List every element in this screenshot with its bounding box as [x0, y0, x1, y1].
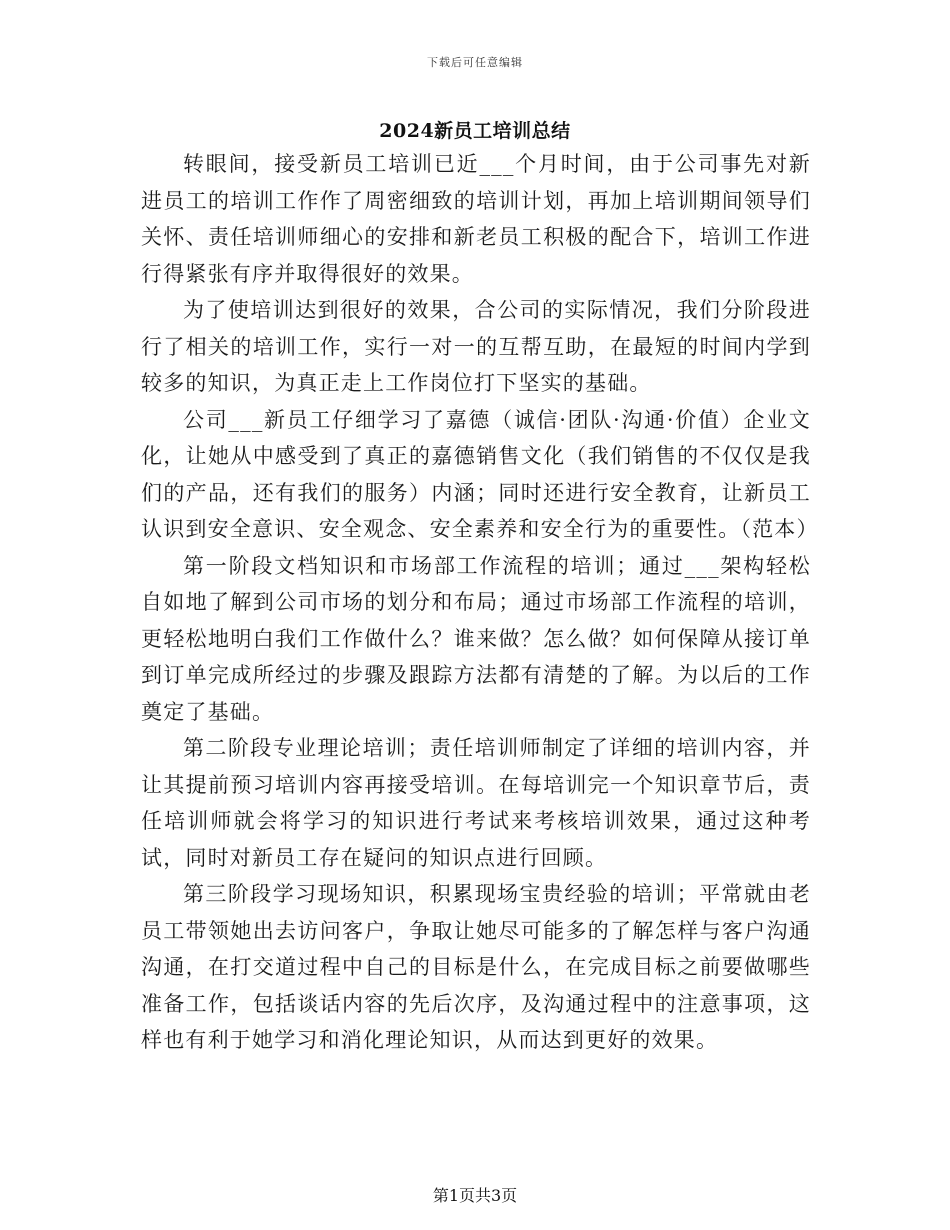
paragraph-stage-two: 第二阶段专业理论培训；责任培训师制定了详细的培训内容，并让其提前预习培训内容再接受培训。在每培训完一个知识章节后，责任培训师就会将学习的知识进行考试来考核培训效果，通过这种考试，同时对新员工存在疑问的知识点进行回顾。	[141, 736, 811, 870]
document-title: 2024新员工培训总结	[379, 120, 571, 142]
document-body	[141, 146, 819, 1059]
page-number-footer: 第1页共3页	[432, 1186, 518, 1205]
header-note: 下载后可任意编辑	[427, 56, 523, 69]
paragraph-intro: 转眼间，接受新员工培训已近___个月时间，由于公司事先对新进员工的培训工作作了周密细致的培训计划，再加上培训期间领导们关怀、责任培训师细心的安排和新老员工积极的配合下，培训工作进行得紧张有序并取得很好的效果。	[141, 152, 811, 286]
paragraph-stage-one: 第一阶段文档知识和市场部工作流程的培训；通过___架构轻松自如地了解到公司市场的划分和布局；通过市场部工作流程的培训，更轻松地明白我们工作做什么？谁来做？怎么做？如何保障从接订单到订单完成所经过的步骤及跟踪方法都有清楚的了解。为以后的工作奠定了基础。	[141, 553, 811, 724]
paragraph-approach: 为了使培训达到很好的效果，合公司的实际情况，我们分阶段进行了相关的培训工作，实行一对一的互帮互助，在最短的时间内学到较多的知识，为真正走上工作岗位打下坚实的基础。	[141, 298, 811, 395]
paragraph-culture: 公司___新员工仔细学习了嘉德（诚信·团队·沟通·价值）企业文化，让她从中感受到了真正的嘉德销售文化（我们销售的不仅仅是我们的产品，还有我们的服务）内涵；同时还进行安全教育，让新员工认识到安全意识、安全观念、安全素养和安全行为的重要性。（范本）	[141, 407, 819, 541]
paragraph-stage-three: 第三阶段学习现场知识，积累现场宝贵经验的培训；平常就由老员工带领她出去访问客户，争取让她尽可能多的了解怎样与客户沟通沟通，在打交道过程中自己的目标是什么，在完成目标之前要做哪些准备工作，包括谈话内容的先后次序，及沟通过程中的注意事项，这样也有利于她学习和消化理论知识，从而达到更好的效果。	[141, 882, 811, 1052]
